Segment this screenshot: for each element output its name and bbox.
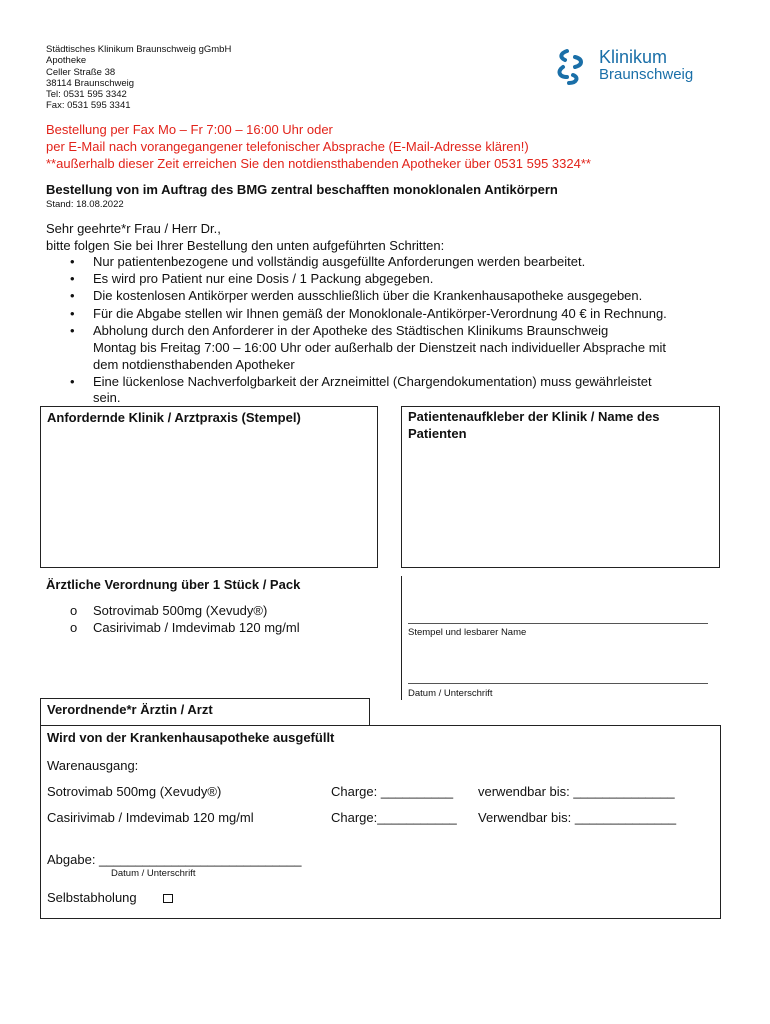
date-signature-line[interactable] <box>408 683 708 684</box>
stamp-name-caption: Stempel und lesbarer Name <box>408 627 527 638</box>
klinikum-logo <box>553 47 713 87</box>
option-sotrovimab: Sotrovimab 500mg (Xevudy®) <box>93 603 268 618</box>
step-item: Die kostenlosen Antikörper werden ausschließlich über die Krankenhausapotheke ausgegeben. <box>93 288 643 303</box>
address-line: Celler Straße 38 <box>46 66 116 78</box>
step-item: Eine lückenlose Nachverfolgbarkeit der Arzneimittel (Chargendokumentation) muss gewährleistet <box>93 374 652 389</box>
logo-mark-icon <box>553 47 593 87</box>
patient-label-line: Patienten <box>408 425 467 441</box>
sotrovimab-charge-field[interactable]: Charge: __________ <box>331 784 454 799</box>
ordering-notice <box>46 121 591 172</box>
step-item: Nur patientenbezogene und vollständig ausgefüllte Anforderungen werden bearbeitet. <box>93 254 586 269</box>
step-item-continued: sein. <box>93 390 121 405</box>
notice-line: **außerhalb dieser Zeit erreichen Sie den notdiensthabenden Apotheker über 0531 595 3324** <box>46 156 591 171</box>
bullet: • <box>70 374 75 389</box>
pharmacy-section-label: Wird von der Krankenhausapotheke ausgefüllt <box>47 730 335 745</box>
stamp-name-line[interactable] <box>408 623 708 624</box>
clinic-stamp-box[interactable] <box>40 406 378 568</box>
clinic-stamp-label: Anfordernde Klinik / Arztpraxis (Stempel) <box>47 410 301 425</box>
prescriber-label: Verordnende*r Ärztin / Arzt <box>47 702 213 717</box>
address-line: Städtisches Klinikum Braunschweig gGmbH <box>46 44 232 55</box>
logo-text-klinikum: Klinikum <box>599 47 668 67</box>
intro-text <box>46 221 444 254</box>
step-item-continued: dem notdiensthabenden Apotheker <box>93 357 295 372</box>
address-line: 38114 Braunschweig <box>46 77 135 89</box>
address-line: Fax: 0531 595 3341 <box>46 100 131 112</box>
patient-label-title <box>408 409 659 442</box>
patient-label-line: Patientenaufkleber der Klinik / Name des <box>408 409 660 424</box>
address-line: Apotheke <box>46 55 87 67</box>
step-item: Abholung durch den Anforderer in der Apotheke des Städtischen Klinikums Braunschweig <box>93 323 609 338</box>
selbstabholung-label: Selbstabholung <box>47 890 137 905</box>
option-marker[interactable]: o <box>70 603 78 618</box>
step-item: Für die Abgabe stellen wir Ihnen gemäß der Monoklonale-Antikörper-Verordnung 40 € in Rechnung. <box>93 306 667 321</box>
abgabe-signature-field[interactable]: Abgabe: ____________________________ <box>47 852 302 867</box>
pharmacy-address <box>46 44 231 112</box>
casirivimab-charge-field[interactable]: Charge:___________ <box>331 810 457 825</box>
logo-text-braunschweig: Braunschweig <box>599 66 694 83</box>
document-date: Stand: 18.08.2022 <box>46 199 124 210</box>
pharmacy-section-box <box>40 725 721 919</box>
sotrovimab-row-drug: Sotrovimab 500mg (Xevudy®) <box>47 784 222 799</box>
notice-line: per E-Mail nach vorangegangener telefonischer Absprache (E-Mail-Adresse klären!) <box>46 139 529 154</box>
notice-line: Bestellung per Fax Mo – Fr 7:00 – 16:00 Uhr oder <box>46 122 333 137</box>
signature-area-border <box>401 576 402 700</box>
address-line: Tel: 0531 595 3342 <box>46 89 127 101</box>
step-item-continued: Montag bis Freitag 7:00 – 16:00 Uhr oder außerhalb der Dienstzeit nach individueller Absprache mit <box>93 340 667 355</box>
option-marker[interactable]: o <box>70 620 78 635</box>
casirivimab-expiry-field[interactable]: Verwendbar bis: ______________ <box>478 810 677 825</box>
instruction: bitte folgen Sie bei Ihrer Bestellung den unten aufgeführten Schritten: <box>46 237 445 253</box>
date-signature-caption: Datum / Unterschrift <box>408 688 493 699</box>
patient-label-box[interactable] <box>401 406 720 568</box>
bullet: • <box>70 306 75 321</box>
selbstabholung-checkbox[interactable] <box>163 894 173 903</box>
document-title: Bestellung von im Auftrag des BMG zentral beschafften monoklonalen Antikörpern <box>46 182 558 197</box>
bullet: • <box>70 271 75 286</box>
casirivimab-row-drug: Casirivimab / Imdevimab 120 mg/ml <box>47 810 254 825</box>
greeting: Sehr geehrte*r Frau / Herr Dr., <box>46 221 221 236</box>
abgabe-caption: Datum / Unterschrift <box>111 868 196 879</box>
prescriber-box[interactable] <box>40 698 370 726</box>
bullet: • <box>70 254 75 269</box>
option-casirivimab: Casirivimab / Imdevimab 120 mg/ml <box>93 620 300 635</box>
bullet: • <box>70 288 75 303</box>
sotrovimab-expiry-field[interactable]: verwendbar bis: ______________ <box>478 784 675 799</box>
warenausgang-label: Warenausgang: <box>47 758 139 773</box>
step-item: Es wird pro Patient nur eine Dosis / 1 Packung abgegeben. <box>93 271 434 286</box>
bullet: • <box>70 323 75 338</box>
prescription-label: Ärztliche Verordnung über 1 Stück / Pack <box>46 577 301 592</box>
